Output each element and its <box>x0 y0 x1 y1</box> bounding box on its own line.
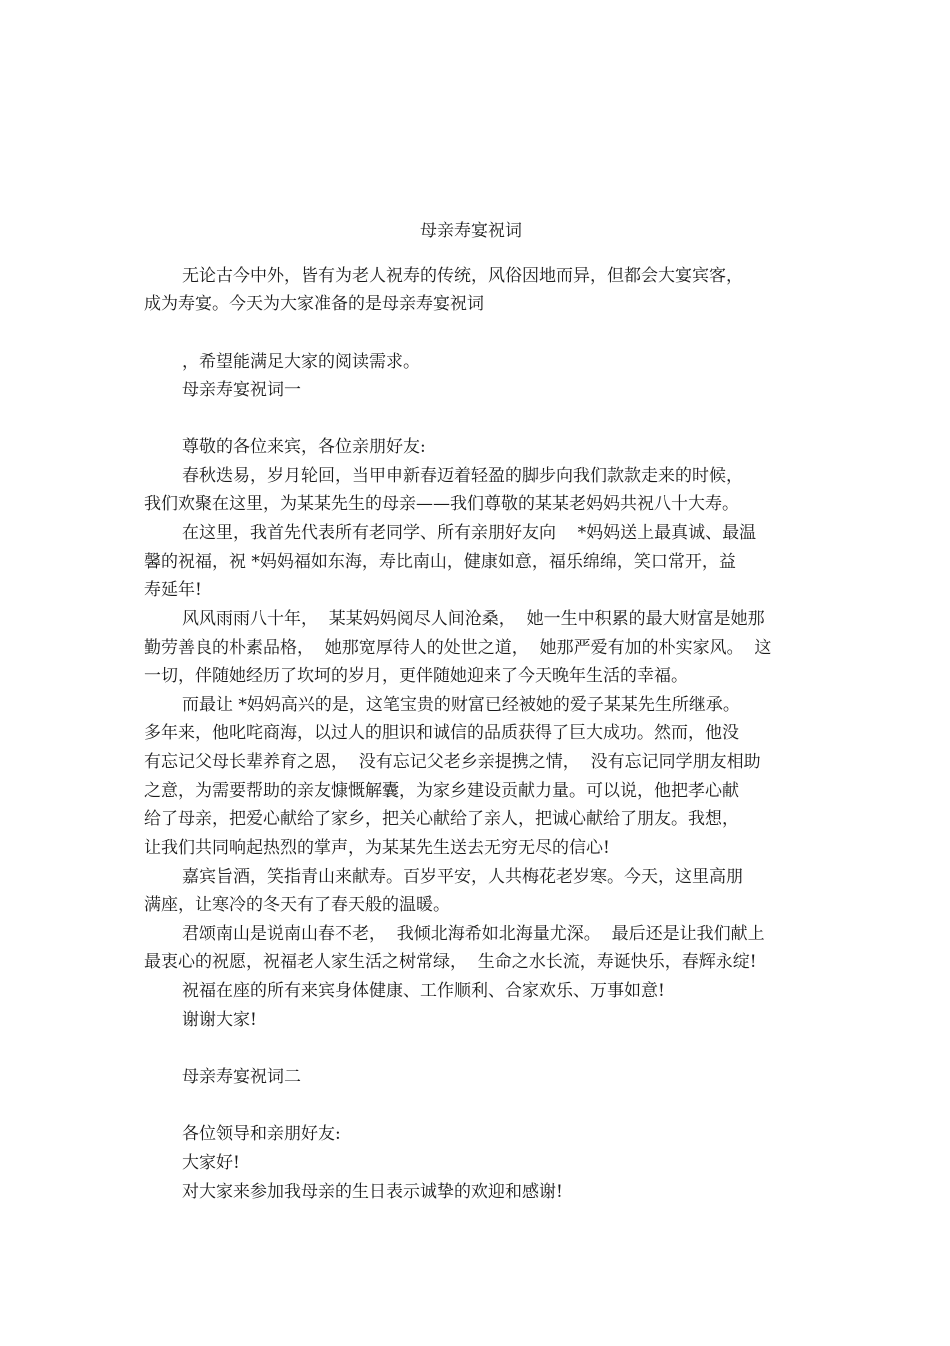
text-line: 风风雨雨八十年， 某某妈妈阅尽人间沧桑， 她一生中积累的最大财富是她那 <box>182 609 765 629</box>
section-heading: 母亲寿宴祝词一 <box>182 380 301 400</box>
salutation: 各位领导和亲朋好友: <box>182 1124 341 1144</box>
text-line: 君颂南山是说南山春不老， 我倾北海希如北海量尤深。 最后还是让我们献上 <box>182 924 765 944</box>
text-line: 而最让 *妈妈高兴的是，这笔宝贵的财富已经被她的爱子某某先生所继承。 <box>182 695 740 715</box>
text-line: 寿延年! <box>144 580 202 600</box>
text-line: 勤劳善良的朴素品格， 她那宽厚待人的处世之道， 她那严爱有加的朴实家风。 这 <box>144 638 772 658</box>
section-heading: 母亲寿宴祝词二 <box>182 1067 301 1087</box>
text-line: 大家好! <box>182 1153 240 1173</box>
text-line: 有忘记父母长辈养育之恩， 没有忘记父老乡亲提携之情， 没有忘记同学朋友相助 <box>144 752 761 772</box>
text-line: 让我们共同响起热烈的掌声，为某某先生送去无穷无尽的信心! <box>144 838 610 858</box>
text-line: 谢谢大家! <box>182 1010 257 1030</box>
text-line: 对大家来参加我母亲的生日表示诚挚的欢迎和感谢! <box>182 1182 563 1202</box>
text-line: 之意，为需要帮助的亲友慷慨解囊，为家乡建设贡献力量。可以说，他把孝心献 <box>144 781 739 801</box>
text-line: 祝福在座的所有来宾身体健康、工作顺利、合家欢乐、万事如意! <box>182 981 665 1001</box>
text-line: 无论古今中外，皆有为老人祝寿的传统，风俗因地而异，但都会大宴宾客， <box>182 266 743 286</box>
text-line: 嘉宾旨酒，笑指青山来献寿。百岁平安，人共梅花老岁寒。今天，这里高朋 <box>182 867 743 887</box>
text-line: 春秋迭易，岁月轮回，当甲申新春迈着轻盈的脚步向我们款款走来的时候， <box>182 466 743 486</box>
text-line: ，希望能满足大家的阅读需求。 <box>182 352 420 372</box>
text-line: 最衷心的祝愿，祝福老人家生活之树常绿， 生命之水长流，寿诞快乐，春辉永绽! <box>144 952 757 972</box>
text-line: 在这里，我首先代表所有老同学、所有亲朋好友向 *妈妈送上最真诚、最温 <box>182 523 757 543</box>
text-line: 给了母亲，把爱心献给了家乡，把关心献给了亲人，把诚心献给了朋友。我想， <box>144 809 739 829</box>
text-line: 成为寿宴。今天为大家准备的是母亲寿宴祝词 <box>144 294 484 314</box>
text-line: 一切，伴随她经历了坎坷的岁月，更伴随她迎来了今天晚年生活的幸福。 <box>144 666 688 686</box>
document-title: 母亲寿宴祝词 <box>420 221 522 241</box>
text-line: 我们欢聚在这里，为某某先生的母亲——我们尊敬的某某老妈妈共祝八十大寿。 <box>144 494 739 514</box>
text-line: 馨的祝福，祝 *妈妈福如东海，寿比南山，健康如意，福乐绵绵，笑口常开，益 <box>144 552 736 572</box>
text-line: 多年来，他叱咤商海，以过人的胆识和诚信的品质获得了巨大成功。然而，他没 <box>144 723 739 743</box>
text-line: 满座，让寒冷的冬天有了春天般的温暖。 <box>144 895 450 915</box>
salutation: 尊敬的各位来宾，各位亲朋好友: <box>182 437 426 457</box>
